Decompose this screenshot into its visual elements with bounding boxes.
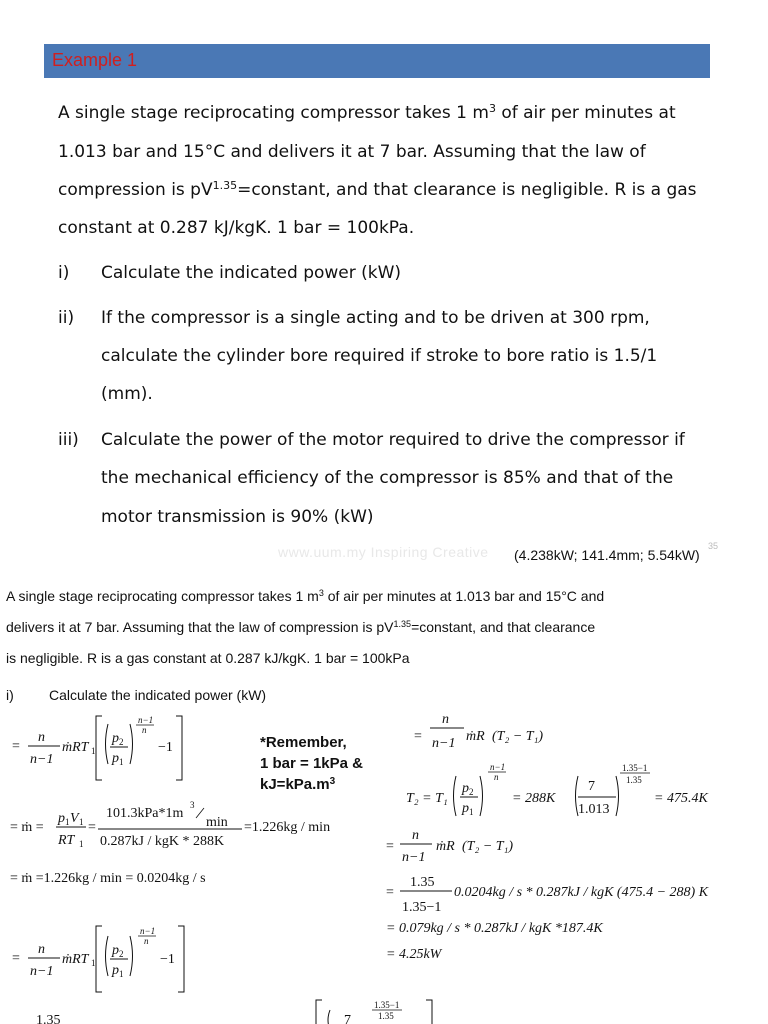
problem-line-2: 1.013 bar and 15°C and delivers it at 7 bar. Assuming that the law of xyxy=(58,142,646,162)
svg-text:1: 1 xyxy=(119,969,124,979)
svg-text:n: n xyxy=(38,730,45,745)
eq-mass-flow xyxy=(10,800,330,849)
svg-text:1.35: 1.35 xyxy=(378,1011,394,1021)
svg-text:p: p xyxy=(112,731,119,746)
reminder-note: *Remember, 1 bar = 1kPa & $kJ=kPa.m^3$ xyxy=(260,734,363,793)
svg-text:1.013: 1.013 xyxy=(578,802,610,817)
svg-text:1: 1 xyxy=(119,757,124,767)
svg-text:p: p xyxy=(112,943,119,958)
svg-text:n: n xyxy=(442,712,449,727)
svg-text:=: = xyxy=(88,820,96,835)
svg-text:1: 1 xyxy=(79,839,84,849)
svg-text:1.35: 1.35 xyxy=(36,1013,61,1024)
svg-text:n−1: n−1 xyxy=(432,736,456,751)
svg-text:n: n xyxy=(412,828,419,843)
item-ii-line-3: (mm). xyxy=(101,384,153,404)
svg-text:=: = xyxy=(386,885,394,900)
svg-text:= ṁ =1.226kg / min = 0.0204kg: = ṁ =1.226kg / min = 0.0204kg / s xyxy=(10,871,206,886)
svg-text:p: p xyxy=(462,781,469,796)
example-title: Example 1 xyxy=(52,50,138,70)
svg-text:n: n xyxy=(142,725,147,735)
item-ii-line-2: calculate the cylinder bore required if stroke to bore ratio is 1.5/1 xyxy=(101,346,658,366)
problem-line-3: compression is $pV^{1.35}=constant$, and that clearance is negligible. R is a gas xyxy=(58,179,697,200)
notes-line-2: delivers it at 7 bar. Assuming that the law of compression is $pV^{1.35}=constant$, and that clearance xyxy=(6,619,596,635)
svg-text:1: 1 xyxy=(65,817,70,827)
svg-text:3: 3 xyxy=(190,800,195,810)
svg-text:2: 2 xyxy=(119,737,124,747)
problem-line-4: constant at 0.287 kJ/kgK. 1 bar = 100kPa. xyxy=(58,218,415,238)
svg-text:ṁRT: ṁRT xyxy=(62,952,89,967)
svg-text:1: 1 xyxy=(91,958,96,968)
notes-line-3: is negligible. R is a gas constant at 0.287 kJ/kgK. 1 bar = 100kPa xyxy=(6,650,410,666)
svg-text:=: = xyxy=(12,739,20,754)
eq-indicated-power-repeat xyxy=(12,926,184,992)
worked-equations xyxy=(0,700,768,1024)
svg-text:(T₂ − T₁): (T₂ − T₁) xyxy=(492,729,544,744)
eq-partial-bottom xyxy=(36,1000,432,1024)
eq-indicated-power-general xyxy=(12,715,182,780)
svg-text:−1: −1 xyxy=(158,740,173,755)
svg-text:n: n xyxy=(494,772,499,782)
item-iii-line-2: the mechanical efficiency of the compressor is 85% and that of the xyxy=(101,468,674,488)
notes-part-number: i) xyxy=(6,687,14,703)
svg-text:1.35: 1.35 xyxy=(410,875,435,890)
item-ii-line-1: If the compressor is a single acting and to be driven at 300 rpm, xyxy=(101,308,650,328)
svg-text:ṁR: ṁR xyxy=(436,839,455,854)
svg-text:n−1: n−1 xyxy=(30,752,54,767)
svg-text:V: V xyxy=(70,811,79,826)
svg-text:p: p xyxy=(58,811,65,826)
svg-text:1: 1 xyxy=(91,746,96,756)
svg-text:1.35: 1.35 xyxy=(626,775,642,785)
svg-text:=1.226kg / min: =1.226kg / min xyxy=(244,820,331,835)
svg-text:=: = xyxy=(386,839,394,854)
svg-text:2: 2 xyxy=(119,949,124,959)
svg-text:1.35−1: 1.35−1 xyxy=(374,1000,400,1010)
svg-text:2: 2 xyxy=(469,787,474,797)
eq-mass-flow-seconds xyxy=(10,871,206,886)
svg-text:101.3kPa*1m: 101.3kPa*1m xyxy=(106,806,184,821)
svg-text:7: 7 xyxy=(344,1013,351,1024)
svg-text:p: p xyxy=(462,801,469,816)
eq-power-substitution xyxy=(386,875,709,915)
eq-outlet-temperature xyxy=(406,762,708,817)
eq-power-simplified xyxy=(386,921,603,936)
svg-text:0.287kJ / kgK * 288K: 0.287kJ / kgK * 288K xyxy=(100,834,225,849)
eq-power-temperature-repeat xyxy=(386,828,513,865)
notes-part-label: Calculate the indicated power (kW) xyxy=(49,687,267,703)
svg-text:ṁRT: ṁRT xyxy=(62,740,89,755)
svg-text:p: p xyxy=(112,751,119,766)
svg-text:1.35−1: 1.35−1 xyxy=(402,900,442,915)
item-number-i: i) xyxy=(58,263,70,283)
svg-text:ṁR: ṁR xyxy=(466,729,485,744)
svg-text:=: = xyxy=(12,951,20,966)
svg-text:RT: RT xyxy=(58,833,75,848)
svg-text:0.0204kg / s * 0.287kJ / kgK (: 0.0204kg / s * 0.287kJ / kgK (475.4 − 288) K xyxy=(454,885,709,900)
svg-text:n−1: n−1 xyxy=(490,762,506,772)
svg-text:=: = xyxy=(414,729,422,744)
svg-text:n: n xyxy=(38,942,45,957)
svg-text:T₂ = T₁: T₂ = T₁ xyxy=(406,791,448,806)
item-number-iii: iii) xyxy=(58,430,79,450)
svg-text:= 475.4K: = 475.4K xyxy=(654,791,708,806)
svg-text:n−1: n−1 xyxy=(140,926,156,936)
svg-text:−1: −1 xyxy=(160,952,175,967)
notes-line-1: A single stage reciprocating compressor takes 1 $m^3$ of air per minutes at 1.013 bar and 15°C and xyxy=(6,588,605,604)
svg-text:n−1: n−1 xyxy=(138,715,154,725)
svg-text:= 0.079kg / s * 0.287kJ / kgK: = 0.079kg / s * 0.287kJ / kgK *187.4K xyxy=(386,921,603,936)
svg-text:n−1: n−1 xyxy=(30,964,54,979)
item-i-text: Calculate the indicated power (kW) xyxy=(101,263,402,283)
eq-power-result xyxy=(386,947,443,962)
svg-text:1.35−1: 1.35−1 xyxy=(622,763,648,773)
example-title-banner xyxy=(44,44,710,78)
page-number: 35 xyxy=(708,541,719,551)
svg-text:7: 7 xyxy=(588,779,595,794)
svg-text:n−1: n−1 xyxy=(402,850,426,865)
svg-text:1: 1 xyxy=(79,817,84,827)
svg-text:1: 1 xyxy=(469,807,474,817)
svg-text:= 4.25kW: = 4.25kW xyxy=(386,947,442,962)
item-number-ii: ii) xyxy=(58,308,75,328)
eq-power-temperature-form xyxy=(414,712,543,751)
svg-text:min: min xyxy=(206,815,228,830)
item-iii-line-1: Calculate the power of the motor required to drive the compressor if xyxy=(101,430,685,450)
svg-text:n: n xyxy=(144,936,149,946)
svg-text:= 288K: = 288K xyxy=(512,791,556,806)
svg-text:(T₂ − T₁): (T₂ − T₁) xyxy=(462,839,514,854)
svg-text:p: p xyxy=(112,963,119,978)
item-iii-line-3: motor transmission is 90% (kW) xyxy=(101,507,374,527)
svg-text:= ṁ =: = ṁ = xyxy=(10,820,44,835)
answers: (4.238kW; 141.4mm; 5.54kW) xyxy=(514,547,700,563)
watermark: www.uum.my Inspiring Creative xyxy=(278,544,489,560)
problem-line-1: A single stage reciprocating compressor takes 1 $m^3$ of air per minutes at xyxy=(58,102,676,123)
